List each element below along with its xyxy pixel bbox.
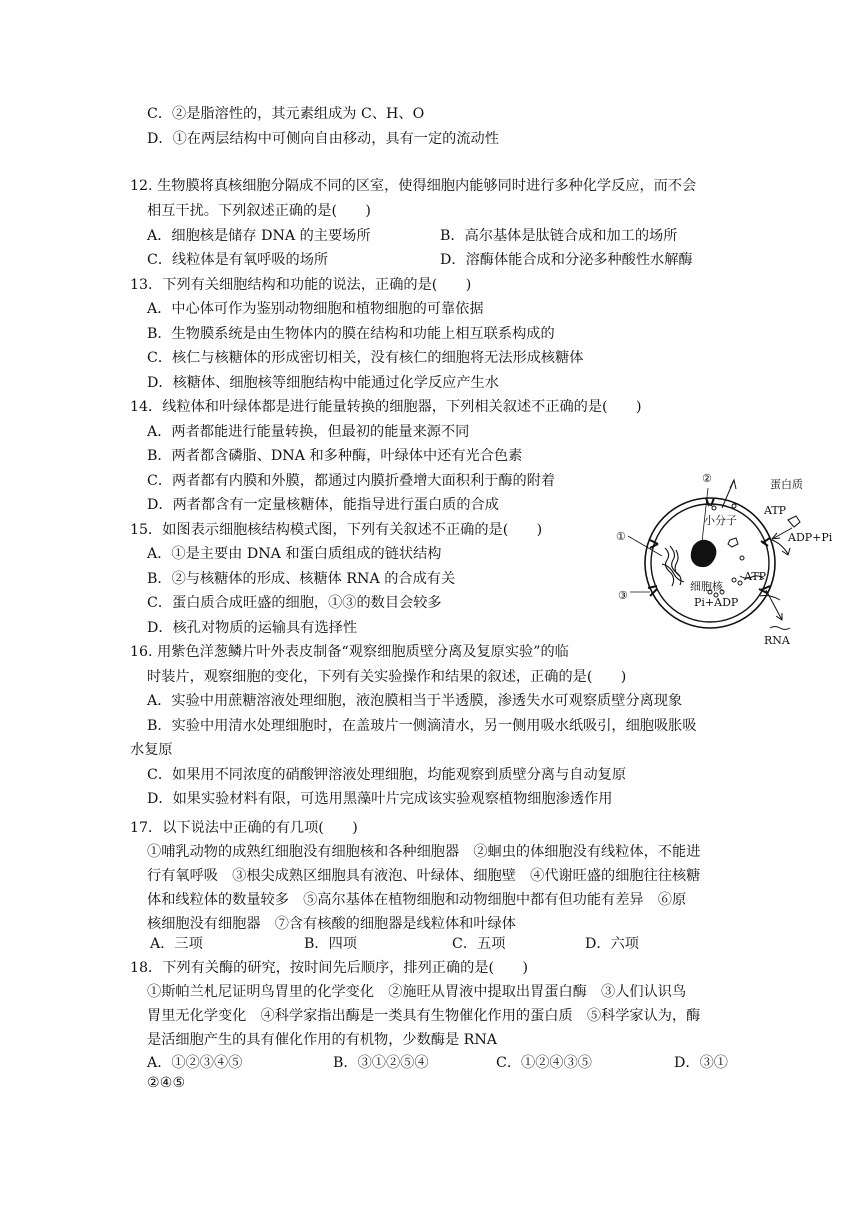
q13-option-b: B．生物膜系统是由生物体内的膜在结构和功能上相互联系构成的 [147, 326, 555, 342]
q13-option-c: C．核仁与核糖体的形成密切相关，没有核仁的细胞将无法形成核糖体 [147, 350, 584, 366]
nucleus-label: 细胞核 [690, 580, 723, 593]
chromatin [662, 546, 684, 586]
q16-stem-cont: 时装片，观察细胞的变化，下列有关实验操作和结果的叙述，正确的是( ) [147, 669, 627, 685]
label-leaders [628, 488, 708, 592]
q16-option-b: B．实验中用清水处理细胞时，在盖玻片一侧滴清水，另一侧用吸水纸吸引，细胞吸胀吸 [147, 718, 697, 734]
q17-statements-1: ①哺乳动物的成熟红细胞没有细胞核和各种细胞器 ②蛔虫的体细胞没有线粒体，不能进 [147, 844, 701, 860]
q13-stem: 13．下列有关细胞结构和功能的说法，正确的是( ) [130, 277, 472, 293]
small-molecule-label: 小分子 [704, 514, 737, 527]
q12-option-d: D．溶酶体能合成和分泌多种酸性水解酶 [440, 252, 693, 268]
q16-option-c: C．如果用不同浓度的硝酸钾溶液处理细胞，均能观察到质壁分离与自动复原 [147, 767, 627, 783]
q12-option-a: A．细胞核是储存 DNA 的主要场所 [147, 228, 371, 244]
q18-option-d-cont: ②④⑤ [147, 1075, 186, 1091]
q13-option-d: D．核糖体、细胞核等细胞结构中能通过化学反应产生水 [147, 375, 499, 391]
q13-option-a: A．中心体可作为鉴别动物细胞和植物细胞的可靠依据 [147, 301, 484, 317]
q17-option-a: A．三项 [150, 936, 203, 952]
q11-option-d: D．①在两层结构中可侧向自由移动，具有一定的流动性 [147, 131, 499, 147]
q15-option-a: A．①是主要由 DNA 和蛋白质组成的链状结构 [147, 546, 442, 562]
q16-option-b-cont: 水复原 [130, 742, 173, 758]
q17-option-c: C．五项 [452, 936, 506, 952]
q18-statements-2: 胃里无化学变化 ④科学家指出酶是一类具有生物催化作用的蛋白质 ⑤科学家认为，酶 [147, 1008, 701, 1024]
q12-option-b: B．高尔基体是肽链合成和加工的场所 [440, 228, 678, 244]
nucleolus [691, 540, 717, 567]
protein-label: 蛋白质 [770, 478, 803, 491]
q17-statements-4: 核细胞没有细胞器 ⑦含有核酸的细胞器是线粒体和叶绿体 [147, 916, 516, 932]
nucleus-diagram [610, 468, 840, 658]
q12-stem: 12. 生物膜将真核细胞分隔成不同的区室，使得细胞内能够同时进行多种化学反应，而不会 [130, 178, 697, 194]
q16-option-d: D．如果实验材料有限，可选用黑藻叶片完成该实验观察植物细胞渗透作用 [147, 791, 613, 807]
q18-option-c: C．①②④③⑤ [496, 1055, 592, 1071]
q18-statements-1: ①斯帕兰札尼证明鸟胃里的化学变化 ②施旺从胃液中提取出胃蛋白酶 ③人们认识鸟 [147, 984, 687, 1000]
q18-stem: 18．下列有关酶的研究，按时间先后顺序，排列正确的是( ) [130, 960, 529, 976]
q11-option-c: C．②是脂溶性的，其元素组成为 C、H、O [147, 106, 425, 122]
q18-option-d: D．③① [674, 1055, 728, 1071]
label-1: ① [616, 530, 626, 543]
q18-statements-3: 是活细胞产生的具有催化作用的有机物，少数酶是 RNA [147, 1032, 497, 1048]
q18-option-b: B．③①②⑤④ [333, 1055, 429, 1071]
label-3: ③ [618, 589, 628, 602]
q17-statements-2: 行有氧呼吸 ③根尖成熟区细胞具有液泡、叶绿体、细胞壁 ④代谢旺盛的细胞往往核糖 [147, 868, 701, 884]
q17-option-b: B．四项 [304, 936, 357, 952]
q14-option-b: B．两者都含磷脂、DNA 和多种酶，叶绿体中还有光合色素 [147, 448, 523, 464]
q14-stem: 14．线粒体和叶绿体都是进行能量转换的细胞器，下列相关叙述不正确的是( ) [130, 399, 642, 415]
q17-stem: 17．以下说法中正确的有几项( ) [130, 820, 358, 836]
q14-option-c: C．两者都有内膜和外膜，都通过内膜折叠增大面积利于酶的附着 [147, 473, 556, 489]
q14-option-d: D．两者都含有一定量核糖体，能指导进行蛋白质的合成 [147, 497, 499, 513]
q15-option-b: B．②与核糖体的形成、核糖体 RNA 的合成有关 [147, 571, 456, 587]
q16-stem: 16. 用紫色洋葱鳞片叶外表皮制备“观察细胞质壁分离及复原实验”的临 [130, 644, 569, 660]
q15-option-c: C．蛋白质合成旺盛的细胞，①③的数目会较多 [147, 595, 442, 611]
rna-label: RNA [764, 634, 790, 647]
q18-option-a: A．①②③④⑤ [147, 1055, 243, 1071]
q14-option-a: A．两者都能进行能量转换，但最初的能量来源不同 [147, 424, 470, 440]
atp-bottom-label: ATP [744, 570, 767, 583]
atp-top-label: ATP [764, 504, 787, 517]
q17-statements-3: 体和线粒体的数量较多 ⑤高尔基体在植物细胞和动物细胞中都有但功能有差异 ⑥原 [147, 892, 687, 908]
q17-option-d: D．六项 [585, 936, 639, 952]
q12-stem-cont: 相互干扰。下列叙述正确的是( ) [147, 203, 371, 219]
q15-stem: 15．如图表示细胞核结构模式图，下列有关叙述不正确的是( ) [130, 522, 543, 538]
q15-option-d: D．核孔对物质的运输具有选择性 [147, 620, 358, 636]
pi-adp-label: Pi+ADP [694, 596, 739, 609]
q16-option-a: A．实验中用蔗糖溶液处理细胞，液泡膜相当于半透膜，渗透失水可观察质壁分离现象 [147, 693, 683, 709]
label-2: ② [702, 472, 712, 485]
adp-pi-label: ADP+Pi [788, 531, 833, 544]
q12-option-c: C．线粒体是有氧呼吸的场所 [147, 252, 329, 268]
